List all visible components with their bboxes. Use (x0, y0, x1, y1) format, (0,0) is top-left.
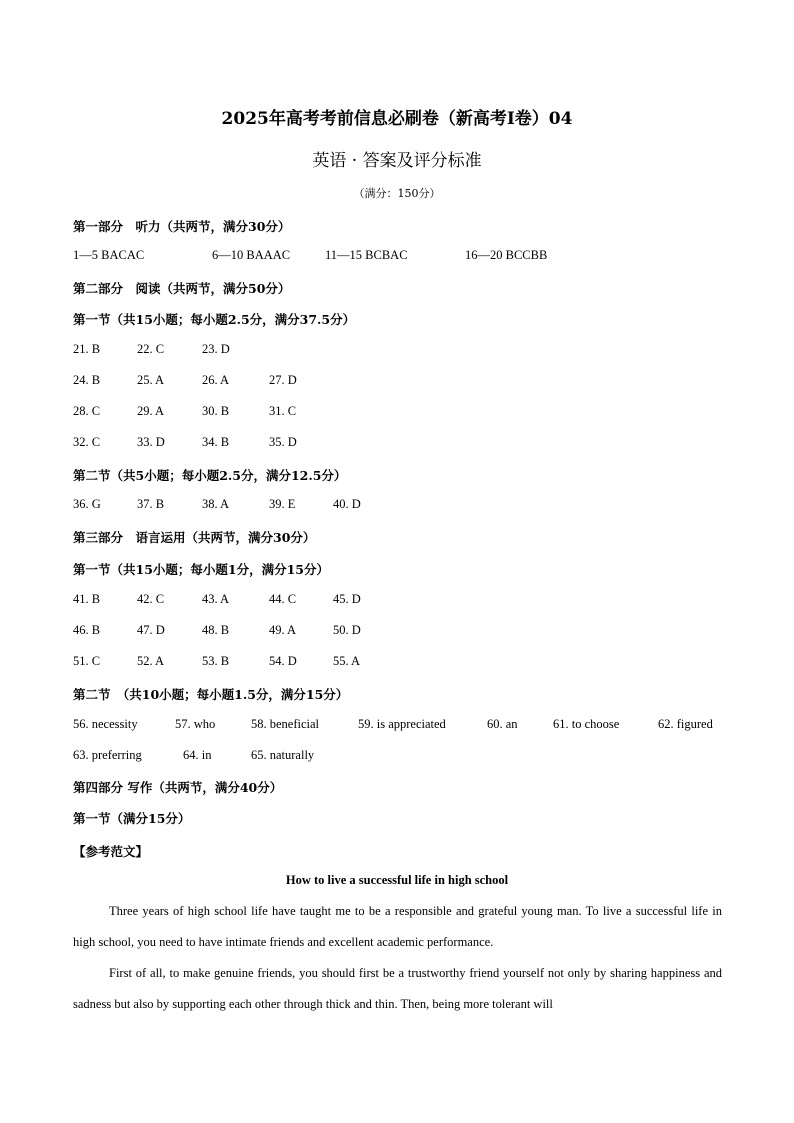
answer-item: 49. A (269, 623, 297, 637)
answer-item: 64. in (183, 748, 212, 762)
part1-heading: 第一部分 听力（共两节，满分30分） (73, 219, 291, 234)
page-subtitle: 英语 · 答案及评分标准 (312, 151, 482, 171)
answer-item: 65. naturally (251, 748, 315, 762)
answer-item: 23. D (202, 342, 230, 356)
answer-item: 35. D (269, 435, 297, 449)
answer-item: 59. is appreciated (358, 717, 446, 731)
answer-item: 53. B (202, 654, 230, 668)
answer-item: 29. A (137, 404, 165, 418)
answer-item: 37. B (137, 497, 165, 511)
listening-answer-group: 1—5 BACAC (73, 248, 145, 262)
answer-item: 33. D (137, 435, 165, 449)
answer-item: 39. E (269, 497, 296, 511)
answer-item: 38. A (202, 497, 230, 511)
answer-item: 36. G (73, 497, 101, 511)
answer-item: 28. C (73, 404, 101, 418)
answer-item: 56. necessity (73, 717, 138, 731)
essay-paragraph: Three years of high school life have taught me to be a responsible and grateful young man. To live a successful life in high school, you need to have intimate friends and excellent academic performance. (73, 904, 722, 949)
answer-item: 26. A (202, 373, 230, 387)
answer-item: 60. an (487, 717, 518, 731)
answer-item: 48. B (202, 623, 230, 637)
answer-item: 41. B (73, 592, 101, 606)
part2-heading: 第二部分 阅读（共两节，满分50分） (73, 281, 291, 296)
part3-section1-heading: 第一节（共15小题；每小题1分，满分15分） (73, 562, 329, 577)
answer-item: 27. D (269, 373, 297, 387)
answer-item: 43. A (202, 592, 230, 606)
answer-item: 42. C (137, 592, 165, 606)
listening-answer-group: 16—20 BCCBB (465, 248, 548, 262)
answer-item: 25. A (137, 373, 165, 387)
answer-item: 40. D (333, 497, 361, 511)
answer-item: 21. B (73, 342, 101, 356)
answer-item: 24. B (73, 373, 101, 387)
answer-item: 63. preferring (73, 748, 142, 762)
part4-section1-heading: 第一节（满分15分） (73, 811, 191, 826)
part4-heading: 第四部分 写作（共两节，满分40分） (73, 780, 283, 795)
essay-title: How to live a successful life in high school (285, 873, 509, 887)
part2-section2-heading: 第二节（共5小题；每小题2.5分，满分12.5分） (73, 468, 347, 483)
essay-paragraph: First of all, to make genuine friends, you should first be a trustworthy friend yourself not only by sharing happiness and sadness but also by supporting each other through thick and thin. Then, being more tolerant will (73, 966, 722, 1011)
page-title: 2025年高考考前信息必刷卷（新高考I卷）04 (221, 109, 573, 129)
answer-item: 30. B (202, 404, 230, 418)
answer-item: 62. figured (658, 717, 713, 731)
answer-item: 32. C (73, 435, 101, 449)
answer-item: 31. C (269, 404, 297, 418)
answer-item: 55. A (333, 654, 361, 668)
reference-essay-label: 【参考范文】 (73, 844, 149, 859)
answer-item: 51. C (73, 654, 101, 668)
part3-heading: 第三部分 语言运用（共两节，满分30分） (73, 530, 316, 545)
answer-item: 45. D (333, 592, 361, 606)
answer-item: 52. A (137, 654, 165, 668)
answer-item: 58. beneficial (251, 717, 320, 731)
answer-item: 54. D (269, 654, 297, 668)
answer-item: 34. B (202, 435, 230, 449)
answer-item: 22. C (137, 342, 165, 356)
answer-item: 61. to choose (553, 717, 620, 731)
answer-item: 47. D (137, 623, 165, 637)
listening-answer-group: 6—10 BAAAC (212, 248, 291, 262)
part3-section2-heading: 第二节 （共10小题；每小题1.5分，满分15分） (73, 687, 349, 702)
part2-section1-heading: 第一节（共15小题；每小题2.5分，满分37.5分） (73, 312, 356, 327)
answer-item: 57. who (175, 717, 216, 731)
answer-item: 44. C (269, 592, 297, 606)
full-score-note: （满分：150分） (353, 187, 441, 200)
answer-item: 50. D (333, 623, 361, 637)
listening-answer-group: 11—15 BCBAC (325, 248, 408, 262)
answer-item: 46. B (73, 623, 101, 637)
